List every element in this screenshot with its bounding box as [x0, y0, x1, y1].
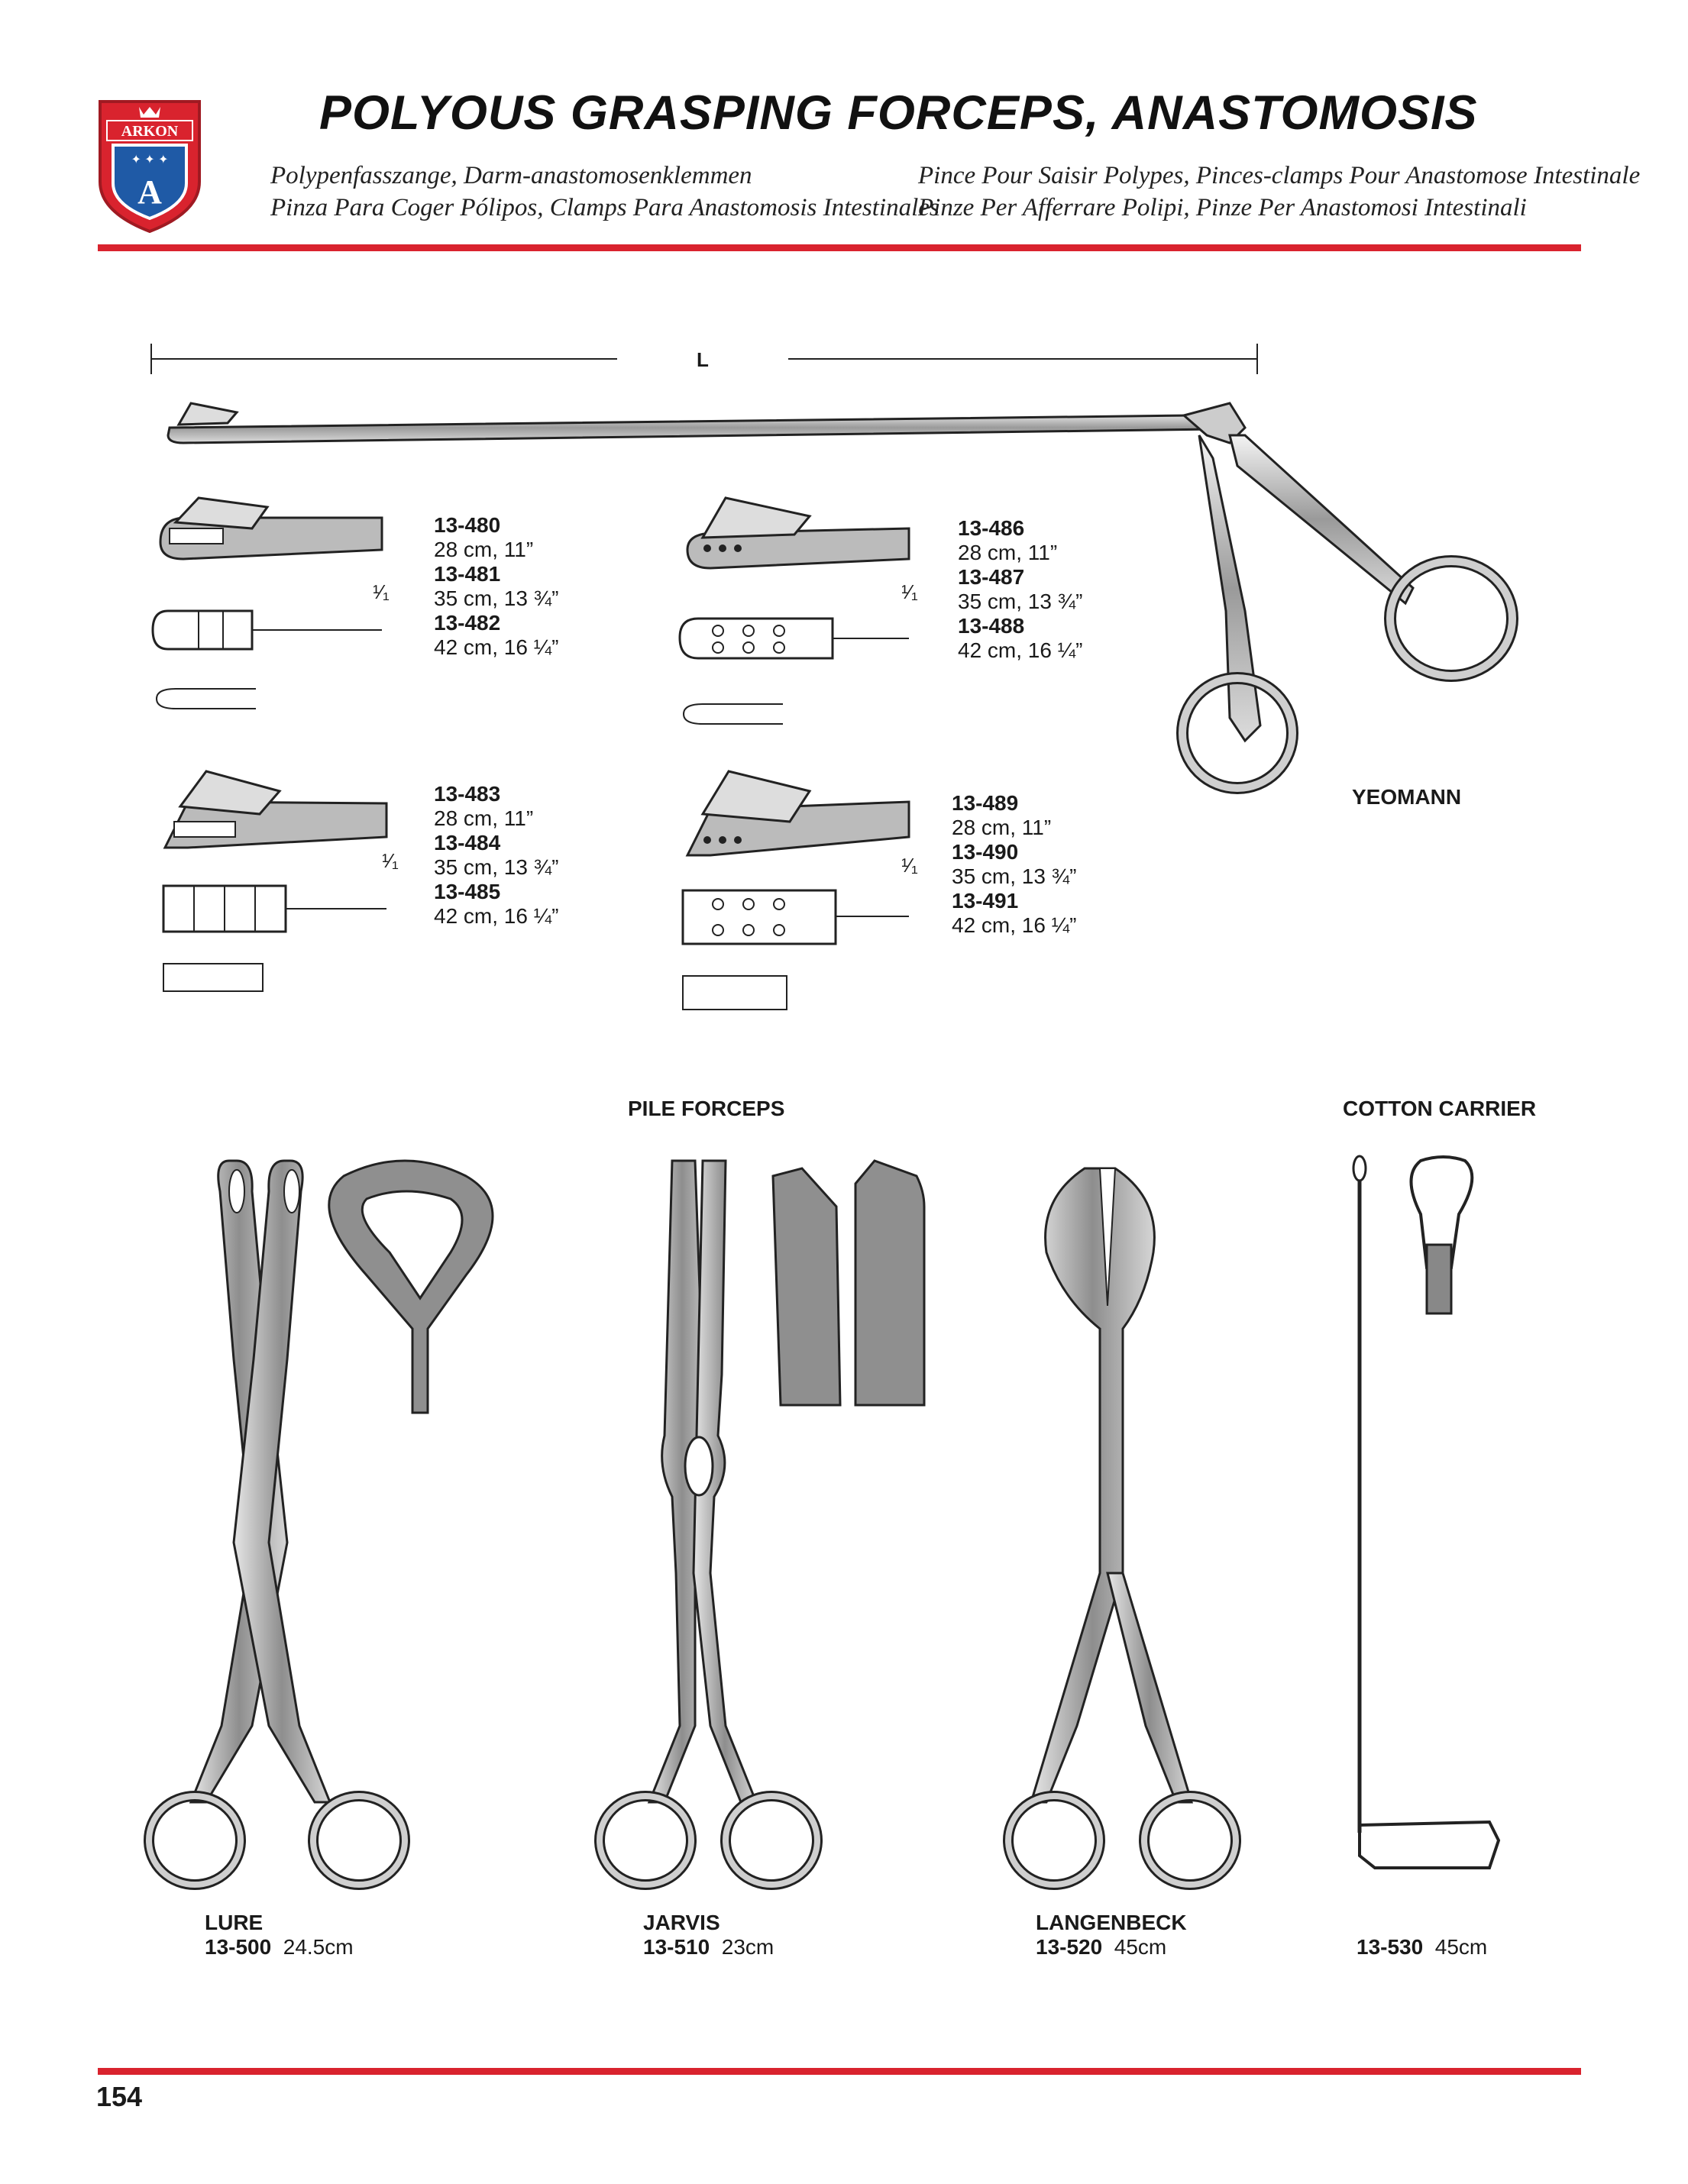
product-code: 13-488: [958, 614, 1025, 638]
product-name: LANGENBECK: [1036, 1911, 1187, 1934]
langenbeck-forceps-illustration: [993, 1145, 1268, 1909]
product-code: 13-490: [952, 840, 1019, 864]
product-code: 13-484: [434, 831, 501, 855]
product-name: LURE: [205, 1911, 264, 1934]
product-size: 28 cm, 11”: [958, 541, 1058, 564]
product-name: JARVIS: [643, 1911, 720, 1934]
jarvis-forceps-illustration: [580, 1145, 932, 1909]
product-size: 28 cm, 11”: [434, 806, 534, 830]
product-size: 42 cm, 16 ¼”: [434, 904, 559, 928]
scale-label-1: ¹⁄₁: [373, 580, 390, 603]
caption-cotton-carrier: [1357, 1935, 1487, 1959]
yeomann-name-label: YEOMANN: [1352, 785, 1462, 809]
product-code: 13-485: [434, 880, 501, 903]
subtitle-german: Polypenfasszange, Darm-anastomosenklemmen: [270, 162, 752, 189]
subtitle-french: Pince Pour Saisir Polypes, Pinces-clamps Pour Anastomose Intestinale: [918, 162, 1641, 189]
product-size: 24.5cm: [283, 1935, 354, 1959]
product-size: 42 cm, 16 ¼”: [952, 913, 1077, 937]
product-size: 35 cm, 13 ¾”: [952, 864, 1077, 888]
product-code: 13-530: [1357, 1935, 1424, 1959]
scale-label-3: ¹⁄₁: [382, 849, 399, 872]
product-code: 13-481: [434, 562, 501, 586]
lure-forceps-illustration: [137, 1145, 550, 1909]
product-size: 45cm: [1114, 1935, 1167, 1959]
spec-group-2: [958, 516, 1082, 663]
product-code: 13-482: [434, 611, 501, 635]
caption-lure: [205, 1911, 354, 1959]
product-size: 35 cm, 13 ¾”: [434, 855, 559, 879]
arkon-logo: [96, 98, 203, 235]
section-heading-pile-forceps: PILE FORCEPS: [628, 1097, 785, 1120]
product-size: 28 cm, 11”: [434, 538, 534, 561]
spec-group-1: [434, 513, 558, 660]
spec-group-4: [952, 791, 1076, 938]
product-code: 13-489: [952, 791, 1019, 815]
product-code: 13-483: [434, 782, 501, 806]
product-size: 35 cm, 13 ¾”: [434, 586, 559, 610]
product-code: 13-500: [205, 1935, 272, 1959]
product-size: 42 cm, 16 ¼”: [958, 638, 1083, 662]
page-title: POLYOUS GRASPING FORCEPS, ANASTOMOSIS: [319, 86, 1478, 140]
caption-langenbeck: [1036, 1911, 1187, 1959]
product-size: 23cm: [721, 1935, 774, 1959]
caption-jarvis: [643, 1911, 774, 1959]
scale-label-2: ¹⁄₁: [901, 580, 918, 603]
jaw-detail-fenestrated-square: [157, 764, 402, 1008]
product-code: 13-480: [434, 513, 501, 537]
logo-brand-text: ARKON: [121, 123, 179, 140]
jaw-detail-fenestrated-round: [153, 489, 397, 718]
product-code: 13-510: [643, 1935, 710, 1959]
length-label: L: [697, 348, 709, 371]
cotton-carrier-illustration: [1329, 1145, 1528, 1894]
product-size: 42 cm, 16 ¼”: [434, 635, 559, 659]
product-size: 28 cm, 11”: [952, 816, 1052, 839]
header-divider: [98, 244, 1581, 251]
jaw-detail-serrated-round: [680, 489, 924, 718]
scale-label-4: ¹⁄₁: [901, 854, 918, 877]
subtitle-spanish: Pinza Para Coger Pólipos, Clamps Para Anastomosis Intestinales: [270, 194, 939, 221]
product-size: 45cm: [1434, 1935, 1488, 1959]
logo-letter: A: [137, 173, 162, 211]
section-heading-cotton-carrier: COTTON CARRIER: [1343, 1097, 1537, 1120]
subtitle-italian: Pinze Per Afferrare Polipi, Pinze Per Anastomosi Intestinali: [918, 194, 1527, 221]
svg-text:✦ ✦ ✦: ✦ ✦ ✦: [131, 153, 169, 166]
product-code: 13-491: [952, 889, 1019, 913]
product-code: 13-486: [958, 516, 1025, 540]
product-code: 13-520: [1036, 1935, 1103, 1959]
product-code: 13-487: [958, 565, 1025, 589]
page-number: 154: [96, 2081, 143, 2112]
spec-group-3: [434, 782, 558, 929]
product-size: 35 cm, 13 ¾”: [958, 590, 1083, 613]
jaw-detail-serrated-square: [680, 764, 924, 1023]
footer-divider: [98, 2068, 1581, 2075]
